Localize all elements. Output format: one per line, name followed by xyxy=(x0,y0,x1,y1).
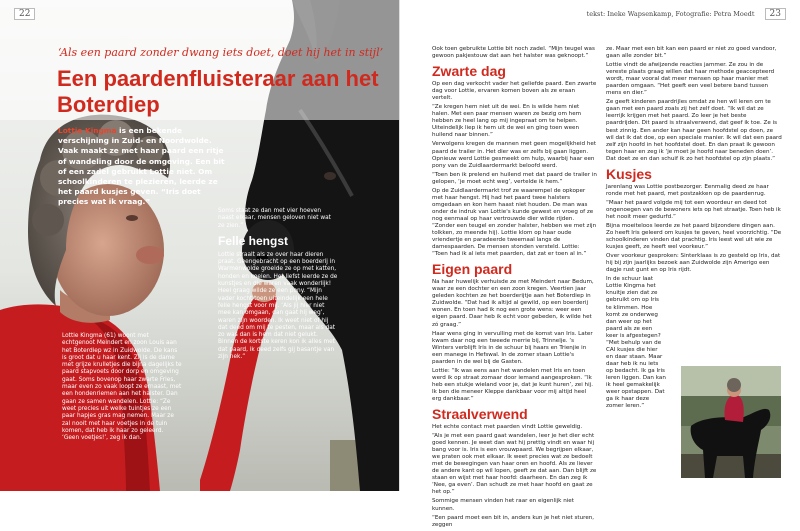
body-paragraph: Lottie: “Ik was eens aan het wandelen met Iris en toen werd ik op straat zomaar door iemand aangesproken. “Ik heb een stukje wieland voor je, dat je kunt huren’, zei hij. Ik ben die meneer Kleppe dankbaar voor mij altijd heel erg dankbaar.” xyxy=(432,367,593,402)
page-number-left: 22 xyxy=(14,8,35,20)
body-paragraph: “Maar het paard volgde mij tot een woordeur en deed tot ongenoegen van de bewoners iets op het straatje. Toen heb ik het nooit meer gedurfd.” xyxy=(606,199,781,220)
subheading-kusjes: Kusjes xyxy=(606,165,652,182)
right-text-column-1 xyxy=(432,46,597,531)
body-paragraph: Op een dag verkocht vader het geliefde paard. Een zwarte dag voor Lottie, ervaren komen boven als ze eraan vertelt. xyxy=(432,81,597,102)
body-paragraph: Lottie vindt de afwijzende reacties jammer. Ze zou in de vereste plaats graag willen dat haar methode geaccepteerd wordt, maar vooral dat meer mensen op haar manier met paarden omgaan. “Het geeft een veel betere band tussen mens en dier.” xyxy=(606,62,775,97)
intro-text: is een bekende verschijning in Zuid- en Noordwolde. Vaak maakt ze met haar paard een ritje of wandeling door de omgeving. Een bit of een zadel gebruikt Lottie niet. Om schoolkinderen te plezieren, leerde ze het paard kusjes geven. “Iris doet precies wat ik vraag.” xyxy=(58,126,225,207)
page-number-right: 23 xyxy=(765,8,786,20)
body-paragraph: Het echte contact met paarden vindt Lottie geweldig. xyxy=(432,424,583,431)
inset-photo-rider xyxy=(681,366,781,478)
left-paragraph: Soms staat ze dan met vier hoeven naast elkaar, mensen geloven niet wat ze zien.” xyxy=(218,208,331,229)
body-paragraph: Bijna moeiteloos leerde ze het paard bijzondere dingen aan. Zo heeft Iris geleerd om kusjes te geven, heel voorzichtig. “De schoolkinderen vinden dat prachtig. Iris leest wel uit wie ze kusjes geeft, ze heeft wel voorkeur.” xyxy=(606,222,782,251)
body-paragraph: Ook toen gebruikte Lottie bit noch zadel. “Mijn teugel was gewoon pakjestouw dat aan het halster was geknoopt.” xyxy=(432,46,595,60)
body-paragraph: “Als je met een paard gaat wandelen, leer je het dier echt goed kennen. Je weet dan wat hij prettig vindt en waar hij bang voor is. Iris is een vrouwpaard. We begrijpen elkaar, we praten ook met elkaar. Ik weet precies wat ze bedoelt met de bewegingen van haar oren en hoofd. Als ze liever de andere kant op wil lopen, geeft ze dat aan. Dan blijft ze staan en wijst met haar hoofd: daarheen. En dan zeg ik ‘Nee, ga even’. Dan schudt ze met haar hoofd en gaat ze het op.” xyxy=(432,433,597,496)
subheading-zwarte-dag: Zwarte dag xyxy=(432,63,506,80)
intro-lead: Lottie Kingma xyxy=(58,126,117,135)
subheading-felle-hengst: Felle hengst xyxy=(218,233,289,248)
pull-quote: ‘Als een paard zonder dwang iets doet, doet hij het in stijl’ xyxy=(58,46,384,59)
inset-photo-illustration xyxy=(681,366,781,478)
left-text-column xyxy=(218,208,338,364)
article-title: Een paardenfluisteraar aan het Boterdiep xyxy=(57,66,379,117)
subheading-straalverwend: Straalverwend xyxy=(432,406,528,423)
intro-paragraph xyxy=(58,126,226,208)
subheading-eigen-paard: Eigen paard xyxy=(432,261,513,278)
body-paragraph: “Een paard moet een bit in, anders kun je het niet sturen, zeggen xyxy=(432,514,595,528)
body-paragraph: Over voorkeur gesproken: Sinterklaas is zo gesteld op Iris, dat hij bij zijn jaarlijks bezoek aan Zuidwolde zijn Amerigo een dagje rust gunt en op Iris rijdt. xyxy=(606,253,781,274)
body-paragraph: ze. Maar met een bit kan een paard er niet zo goed vandoor, gaan alle zonder bit.” xyxy=(606,46,777,60)
body-paragraph: Op de Zuidlaardermarkt trof ze waarempel de opkoper met haar hengst. Hij had het paard twee halsters omgedaan en kon hem haast niet houden. De man was onder de indruk van Lottie's kunde gewest en vroeg of ze nog eenmaal op haar vertrouwde dier wilde rijden. “Zonder een teugel en zonder halster, hebben we met zijn tolkken, zo meende hij). Lottie klom op haar oude vriendertje en paradeerde tweemaal langs de damespaarden. De mensen stonden versteld. Lottie: “Toen had ik al iets met paarden, dat zat er toen al in.” xyxy=(432,187,597,258)
left-paragraph: Lottie straalt als ze over haar dieren praat. Geengebracht op een boerderij in Warmenwolde groeide ze op met katten, honden en koeien. Het liefst leerde ze de kunstjes en die waren vaak wonderlijk! Heel graag wilde ze een pony. “Mijn vader kocht toen uiteindelijk een hele felle hengst voor mij. ‘Als jij hier niet mee kan omgaan, dan gaat hij weg’, waren zijn woorden. Ik weet niet of hij dat deed om mij te pesten, maar als dat zo was dan is hem dat niet gelukt. Binnen de kortste keren kon ik alles met dat paard, ik deed zelfs gij basantje van zijn nek.” xyxy=(218,251,338,361)
body-paragraph: Sommige mensen vinden het raar en eigenlijk niet kunnen. xyxy=(432,498,574,512)
body-paragraph: Jarenlang was Lottie postbezorger. Eenmalig deed ze haar ronde met het paard, met postzakken op de paardenrug. xyxy=(606,183,769,197)
body-paragraph: Haar wens ging in vervulling met de komst van Iris. Later kwam daar nog een tweede merrie bij, Trinnelje. ‘s Winters verblijft Iris in de schuur bij haars en Trienjie in een manege in Hefswal. In de zomer staan Lottie's paarden in de wei bij de Gasten. xyxy=(432,330,593,365)
right-text-column-2 xyxy=(606,46,782,412)
body-paragraph: Verwolgens kregen de mannen met geen mogelijkheid het paard de trailer in. Het dier was er zelfs bij gaan liggen. Opnieuw werd Lottie gesmeekt om hulp, waarbij haar een pony van de Zuidlaardermarkt beloofd werd. xyxy=(432,141,597,169)
body-paragraph: “Toen ben ik prelend en huilend met dat paard de trailer in gelopen, ‘je moet echt weg’, vertelde ik hem.” xyxy=(432,171,597,185)
body-paragraph: Ze geeft kinderen paardrijles omdat ze hen wil leren om te gaan met een paard zoals zij het zelf doet. “Ik wil dat ze leerrijk krijgen met het paard. Zo leer je het beste paardrijden. Dit paard is straalverwend, dat geef ik toe. Ze is best zinnig. Een ander kan haar geen hoofdstel op doen, ze wil dat ik dat doe, op een speciale manier. Ik wil dat een paard zelf zijn hoofd in het hoofdstel doet. En dan praat ik gewoon tegen haar en zeg ik ‘je moet je hoofd naar beneden doen’. Dat doet ze en dan schuif ik zo het hoofdstel op zijn plaats.” xyxy=(606,99,782,162)
left-page xyxy=(0,0,400,491)
body-paragraph: Na haar huwelijk verhuisde ze met Meindert naar Bedum, waar ze een dochter en een zoon kregen. Veertien jaar geleden kochten ze het boerderijtje aan het Boterdiep in Zuidwolde. “Dat had ik altijd al gewild, op een boerderij wonen. En toen had ik nog een grote wens: weer een eigen paard. Daar heb ik echt voor gebeden, ik wilde het zó graag.” xyxy=(432,279,594,328)
body-paragraph: “Ze kregen hem niet uit de wei. En is wilde hem niet halen. Met een paar mensen waren ze bezig om hem hebben ze heel lang op mij ingepraat om te helpen. Uiteindelijk liep ik hem uit de wei en ging toen ween huilend naar binnen.” xyxy=(432,104,582,139)
body-paragraph-narrow: In de schuur laat Lottie Kingma het knuitje zien dat ze gebruikt om op Iris te klimmen. Hoe komt ze onderweg dan weer op het paard als ze een keer is afgestegen? “Met behulp van de CAI kusjes die hier en daar staan. Maar daar heb ik nu iets op bedacht. Ik ga Iris leren liggen. Dan kan ik heel gemakkelijk weer opstappen. Dat ga ik haar deze zomer leren.” xyxy=(606,276,666,410)
credit-text: tekst: Ineke Wapsenkamp, Fotografie: Petra Moedt xyxy=(586,10,755,18)
article-credit xyxy=(587,9,786,19)
photo-caption: Lottie Kingma (61) woont met echtgenoot Meindert en zoon Louis aan het Boterdiep wz in Zuidwolde. De kans is groot dat u haar kent. Zij is de dame met grijze krulletjes die bijna dagelijks te paard stapvoets door dorp en omgeving gaat. Soms bovenop haar zwarte Fries, maar even zo vaak loopt ze ernaast, met een hondenriemen aan het halster. Dan gaan ze samen wandelen. Lottie: “Ze weet precies uit welke tuintjes ze een paar hapjes gras mag nemen. Maar ze zal nooit met haar voetjes in de tuin komen, dat heb ik haar zo geleerd. ‘Geen voetjes!’, zeg ik dan. xyxy=(62,333,182,442)
